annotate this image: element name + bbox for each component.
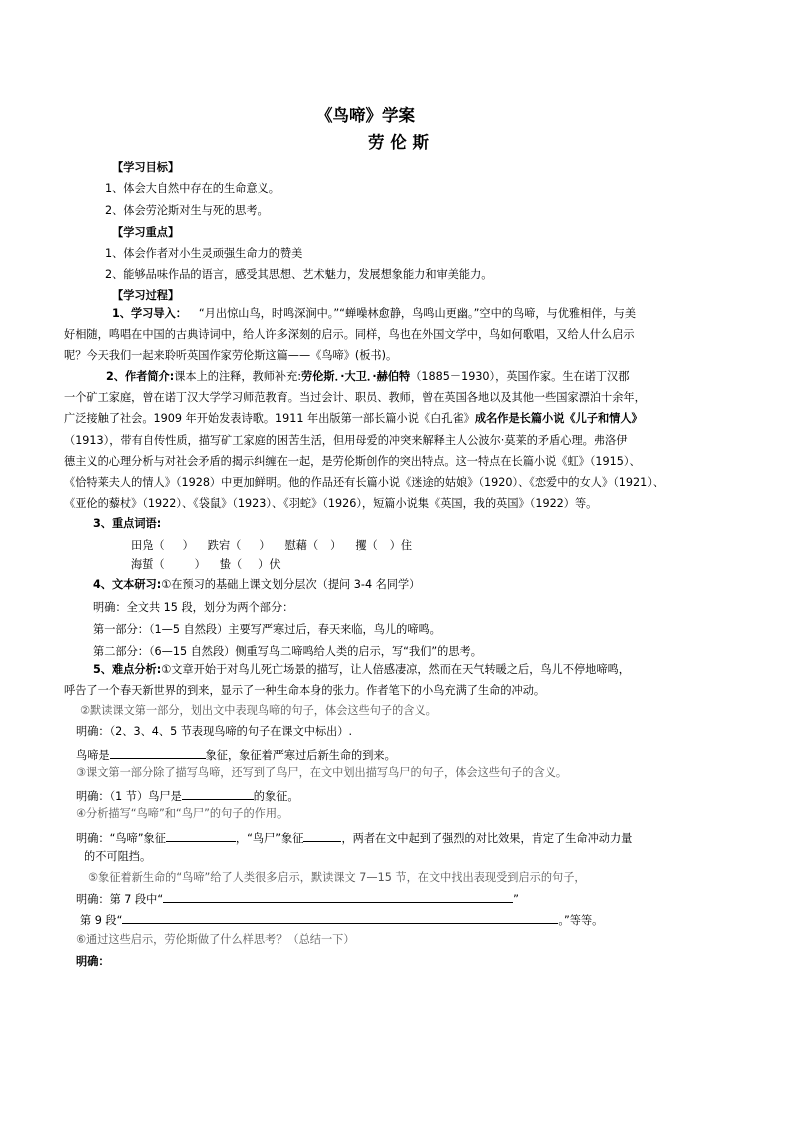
answer-text: ” (513, 893, 519, 906)
question-6: ⑥通过这些启示，劳伦斯做了什么样思考？（总结一下） (76, 933, 355, 946)
answer-blank[interactable] (110, 746, 206, 759)
author-masterpiece: 成名作是长篇小说《儿子和情人》 (474, 412, 643, 425)
answer-5b (80, 911, 603, 929)
vocab-close: ） (330, 539, 342, 552)
vocab-word: 蛰（ (219, 558, 243, 571)
author-line (64, 411, 643, 427)
text-label: 4、文本研习: (93, 578, 162, 591)
answer-4 (76, 829, 632, 847)
answer-blank[interactable] (303, 829, 341, 842)
author-line: 德主义的心理分析与对社会矛盾的揭示纠缠在一起，是劳伦斯创作的突出特点。这一特点在长篇小说《虹》（1915）、 (64, 455, 641, 468)
focus-item: 1、体会作者对小生灵顽强生命力的赞美 (105, 247, 303, 260)
text-line: 第二部分：（6—15 自然段）侧重写鸟二啼鸣给人类的启示，写“我们”的思考。 (93, 645, 482, 658)
answer-2b (76, 746, 396, 764)
author-text: 广泛接触了社会。1909 年开始发表诗歌。1911 年出版第一部长篇小说《白孔雀》 (64, 412, 475, 425)
doc-title: 《鸟啼》学案 (316, 106, 415, 125)
text-study (93, 577, 420, 593)
text-content: ①在预习的基础上课文划分层次（提问 3-4 名同学） (161, 578, 421, 591)
author-line: 一个矿工家庭，曾在诺丁汉大学学习师范教育。当过会计、职员、教师，曾在英国各地以及其他一些国家漂泊十余年， (64, 391, 646, 404)
answer-text: 明确：第 7 段中“ (76, 893, 164, 906)
vocab-close: ） (182, 539, 194, 552)
process-heading: 【学习过程】 (112, 289, 180, 302)
doc-author: 劳 伦 斯 (368, 133, 429, 152)
answer-text: ，“鸟尸”象征 (235, 832, 304, 845)
answer-text: 第 9 段“ (80, 914, 123, 927)
question-4: ④分析描写“鸟啼”和“鸟尸”的句子的作用。 (76, 807, 289, 820)
intro-label: 1、学习导入： (112, 307, 187, 320)
vocab-close: ） (259, 539, 271, 552)
answer-text: 象征，象征着严寒过后新生命的到来。 (205, 749, 396, 762)
answer-6: 明确： (76, 955, 110, 968)
vocab-close: ）伏 (258, 558, 281, 571)
answer-text: 的象征。 (253, 790, 299, 803)
answer-text: ，两者在文中起到了强烈的对比效果，肯定了生命冲动力量 (341, 832, 633, 845)
vocab-row (131, 538, 412, 554)
focus-item: 2、能够品味作品的语言，感受其思想、艺术魅力，发展想象能力和审美能力。 (105, 268, 493, 281)
vocab-close: ） (194, 558, 206, 571)
answer-blank[interactable] (122, 911, 558, 924)
vocab-word: 慰藉（ (284, 539, 319, 552)
answer-4-line: 的不可阻挡。 (84, 850, 152, 863)
answer-3 (76, 787, 299, 805)
answer-text: 。”等等。 (558, 914, 604, 927)
intro-line: 呢？今天我们一起来聆听英国作家劳伦斯这篇——《鸟啼》(板书)。 (64, 349, 398, 362)
difficulty-text: ①文章开始于对鸟儿死亡场景的描写，让人倍感凄凉，然而在天气转暖之后，鸟儿不停地啼鸣， (161, 663, 630, 676)
vocab-label: 3、重点词语: (93, 517, 162, 530)
difficulty-line: 呼告了一个春天新世界的到来，显示了一种生命本身的张力。作者笔下的小鸟充满了生命的冲动。 (64, 684, 546, 697)
answer-text: 鸟啼是 (76, 749, 110, 762)
text-line: 第一部分：（1—5 自然段）主要写严寒过后，春天来临，鸟儿的啼鸣。 (93, 623, 441, 636)
author-text: （1885－1930），英国作家。生在诺丁汉郡 (410, 370, 630, 383)
vocab-word: 攫（ (355, 539, 378, 552)
vocab-word: 海蜇（ (131, 558, 165, 571)
author-line: 《恰特莱夫人的情人》（1928）中更加鲜明。他的作品还有长篇小说《迷途的姑娘》（1920）、《恋爱中的女人》（1921）、 (64, 476, 665, 489)
author-line: 《亚伦的藜杖》（1922）、《袋鼠》（1923）、《羽蛇》（1926），短篇小说集《英国，我的英国》（1922）等。 (64, 497, 598, 510)
focus-heading: 【学习重点】 (112, 226, 180, 239)
answer-blank[interactable] (163, 890, 513, 903)
vocab-word: 跌宕（ (207, 539, 242, 552)
author-text: 课本上的注释，教师补充: (174, 370, 302, 383)
intro-text: “月出惊山鸟，时鸣深涧中。”“蝉噪林愈静，鸟鸣山更幽。”空中的鸟啼，与优雅相伴，与美 (198, 307, 637, 320)
author-line: （1913），带有自传性质，描写矿工家庭的困苦生活，但用母爱的冲突来解释主人公波尔·莫莱的矛盾心理。弗洛伊 (64, 434, 628, 447)
vocab-close: ）住 (389, 539, 413, 552)
question-3: ③课文第一部分除了描写鸟啼，还写到了鸟尸，在文中划出描写鸟尸的句子，体会这些句子的含义。 (76, 766, 568, 779)
question-5: ⑤象征着新生命的“鸟啼”给了人类很多启示，默读课文 7—15 节，在文中找出表现受到启示的句子， (88, 871, 586, 884)
intro-paragraph (112, 306, 636, 322)
goal-item: 2、体会劳沦斯对生与死的思考。 (105, 204, 269, 217)
text-line: 明确：全文共 15 段，划分为两个部分： (93, 601, 294, 614)
author-label: 2、作者简介: (106, 370, 175, 383)
question-2: ②默读课文第一部分，划出文中表现鸟啼的句子，体会这些句子的含义。 (80, 704, 437, 717)
author-name: 劳伦斯．·大卫．·赫伯特 (301, 370, 411, 383)
answer-blank[interactable] (182, 787, 254, 800)
answer-text: 明确：“鸟啼”象征 (76, 832, 166, 845)
vocab-word: 田凫（ (131, 539, 165, 552)
intro-line: 好相随，鸣唱在中国的古典诗词中，给人许多深刻的启示。同样，鸟也在外国文学中，鸟如何歌唱，又给人什么启示 (64, 328, 635, 341)
answer-text: 明确：（1 节）鸟尸是 (76, 790, 182, 803)
difficulty-analysis (93, 662, 630, 678)
answer-blank[interactable] (166, 829, 236, 842)
goal-item: 1、体会大自然中存在的生命意义。 (105, 182, 280, 195)
answer-5 (76, 890, 519, 908)
author-paragraph (106, 369, 629, 385)
answer-2: 明确：（2、3、4、5 节表现鸟啼的句子在课文中标出）. (76, 725, 353, 738)
vocab-row (131, 557, 281, 573)
goals-heading: 【学习目标】 (112, 161, 180, 174)
difficulty-label: 5、难点分析: (93, 663, 162, 676)
